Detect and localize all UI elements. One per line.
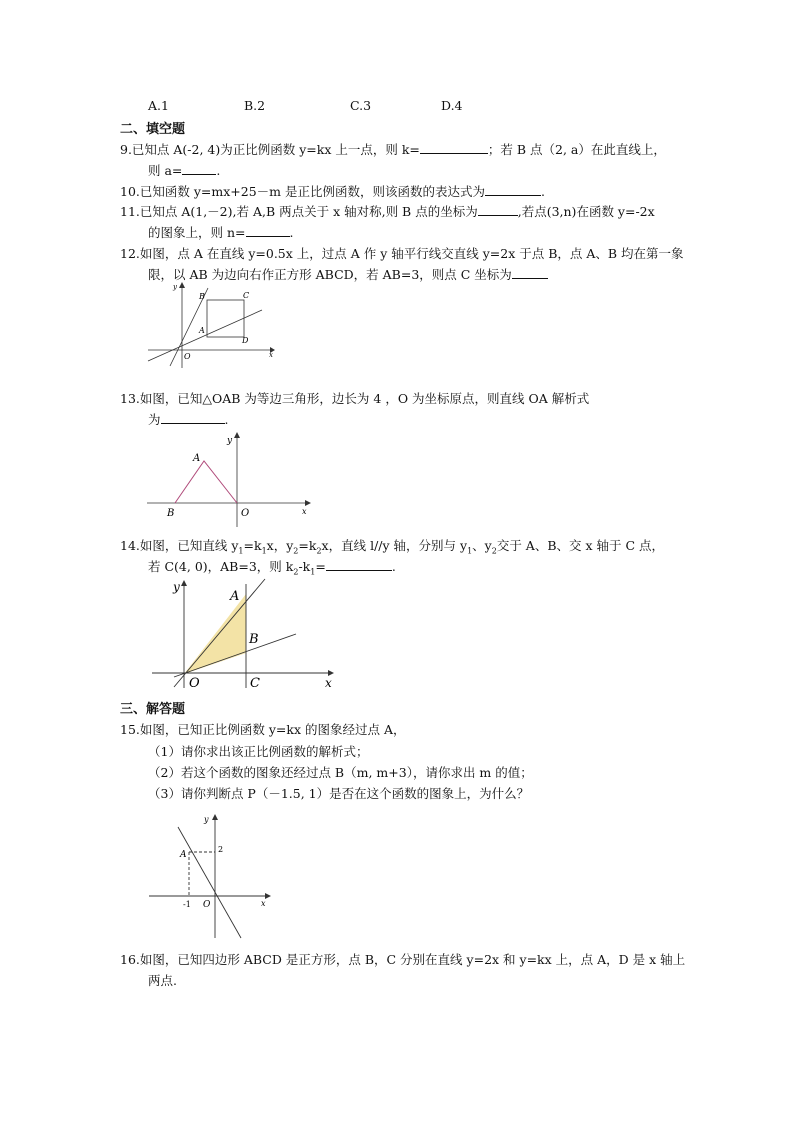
fig13-label-a: A: [193, 453, 201, 464]
fig12-label-a: A: [199, 326, 205, 335]
q14-t8: 若 C(4, 0)，AB=3，则 k: [148, 559, 294, 574]
fig15-label-o: O: [203, 900, 211, 910]
q9-text-c: 则 a=: [148, 163, 183, 178]
q10-line: [120, 182, 545, 200]
q15-sub2: （2）若这个函数的图象还经过点 B（m, m+3），请你求出 m 的值；: [148, 765, 533, 780]
fig12-label-o: O: [184, 352, 191, 361]
figure-12: [140, 280, 290, 370]
q13-line1: 13.如图，已知△OAB 为等边三角形，边长为 4 ，O 为坐标原点，则直线 OA 解析式: [120, 391, 590, 406]
q12-line1: 12.如图，点 A 在直线 y=0.5x 上，过点 A 作 y 轴平行线交直线 y=2x 于点 B，点 A、B 均在第一象: [120, 246, 684, 261]
q11-line1: [120, 202, 655, 220]
fig15-tick-neg1: -1: [183, 900, 191, 909]
option-d: D.4: [441, 98, 463, 113]
option-b: B.2: [244, 98, 266, 113]
option-c: C.3: [350, 98, 372, 113]
fig12-square: [207, 300, 244, 337]
fig14-label-a: A: [230, 589, 240, 604]
fig12-label-b: B: [199, 292, 205, 301]
q14-t1: 14.如图，已知直线 y: [120, 538, 239, 553]
q14-sub-d: 2: [316, 546, 322, 556]
q14-t7: 交于 A、B、交 x 轴于 C 点，: [496, 538, 665, 553]
option-a: A.1: [148, 98, 169, 113]
q13-text-c: .: [224, 412, 229, 427]
fig14-label-c: C: [250, 676, 260, 691]
q11-text-b: ,若点(3,n)在函数 y=-2x: [517, 204, 655, 219]
fig15-line: [178, 827, 241, 938]
q9-text-a: 9.已知点 A(-2, 4)为正比例函数 y=kx 上一点，则 k=: [120, 142, 420, 157]
fig13-label-y: y: [227, 436, 233, 446]
section-fill-in: 二、填空题: [120, 122, 186, 137]
q9-text-b: ；若 B 点（2, a）在此直线上，: [487, 142, 666, 157]
q14-line1: [120, 536, 664, 556]
q11-blank-b[interactable]: [478, 203, 518, 216]
q11-text-a: 11.已知点 A(1,－2),若 A,B 两点关于 x 轴对称,则 B 点的坐标为: [120, 204, 478, 219]
q11-text-d: .: [289, 225, 294, 240]
fig14-label-x: x: [325, 676, 332, 690]
fig13-label-o: O: [241, 508, 250, 519]
q15-line1: 15.如图，已知正比例函数 y=kx 的图象经过点 A，: [120, 722, 406, 737]
q15-sub1: （1）请你求出该正比例函数的解析式；: [148, 744, 369, 759]
q14-sub-h: 1: [310, 567, 316, 577]
q10-blank[interactable]: [485, 183, 541, 196]
q12-blank-c[interactable]: [512, 266, 548, 279]
q14-sub-f: 2: [491, 546, 497, 556]
q13-line2: [148, 410, 229, 428]
q13-text-b: 为: [148, 412, 161, 427]
q14-t4: =k: [298, 538, 317, 553]
q9-blank-a[interactable]: [182, 162, 216, 175]
q14-line2: [148, 557, 396, 577]
q14-sub-a: 1: [238, 546, 244, 556]
q11-text-c: 的图象上，则 n=: [148, 225, 246, 240]
q14-t3: x，y: [266, 538, 294, 553]
fig12-label-c: C: [243, 291, 250, 300]
q14-blank[interactable]: [326, 558, 392, 571]
fig14-label-o: O: [189, 676, 200, 691]
figure-14: [148, 576, 343, 691]
fig13-label-b: B: [167, 508, 175, 519]
q12-text-b: 限，以 AB 为边向右作正方形 ABCD，若 AB=3，则点 C 坐标为: [148, 267, 512, 282]
fig12-label-x: x: [269, 351, 273, 359]
q14-sub-g: 2: [293, 567, 299, 577]
fig15-tick-2: 2: [218, 845, 224, 854]
q9-text-d: .: [216, 163, 221, 178]
q14-sub-e: 1: [467, 546, 473, 556]
q14-t2: =k: [243, 538, 262, 553]
q9-line2: [148, 161, 220, 179]
q14-t9: -k: [298, 559, 311, 574]
q10-text: 10.已知函数 y=mx+25－m 是正比例函数，则该函数的表达式为: [120, 184, 485, 199]
section-answer: 三、解答题: [120, 702, 186, 717]
q15-sub3: （3）请你判断点 P（－1.5, 1）是否在这个函数的图象上，为什么？: [148, 786, 530, 801]
q11-blank-n[interactable]: [246, 224, 290, 237]
fig15-label-a: A: [180, 850, 187, 860]
figure-15: [145, 810, 275, 940]
fig14-label-b: B: [249, 632, 259, 647]
fig12-label-d: D: [242, 336, 249, 345]
q14-t10: =: [315, 559, 326, 574]
q16-line2: 两点.: [148, 973, 177, 988]
fig14-shaded-triangle: [184, 594, 246, 674]
q14-sub-b: 1: [261, 546, 267, 556]
fig13-triangle: [175, 461, 237, 503]
q14-t11: .: [391, 559, 396, 574]
q9-line1: [120, 140, 666, 158]
fig15-label-x: x: [261, 899, 266, 908]
q11-line2: [148, 223, 293, 241]
q14-sub-c: 2: [293, 546, 299, 556]
fig12-label-y: y: [173, 283, 177, 291]
figure-13: [145, 432, 320, 532]
q9-blank-k[interactable]: [420, 141, 488, 154]
fig14-label-y: y: [173, 580, 180, 594]
q14-t5: x，直线 l//y 轴，分别与 y: [321, 538, 468, 553]
fig13-label-x: x: [302, 507, 307, 516]
q10-end: .: [541, 184, 545, 199]
q13-blank[interactable]: [161, 411, 225, 424]
q14-t6: 、y: [472, 538, 492, 553]
q16-line1: 16.如图，已知四边形 ABCD 是正方形，点 B，C 分别在直线 y=2x 和 y=kx 上，点 A，D 是 x 轴上: [120, 952, 686, 967]
fig15-label-y: y: [204, 815, 209, 824]
